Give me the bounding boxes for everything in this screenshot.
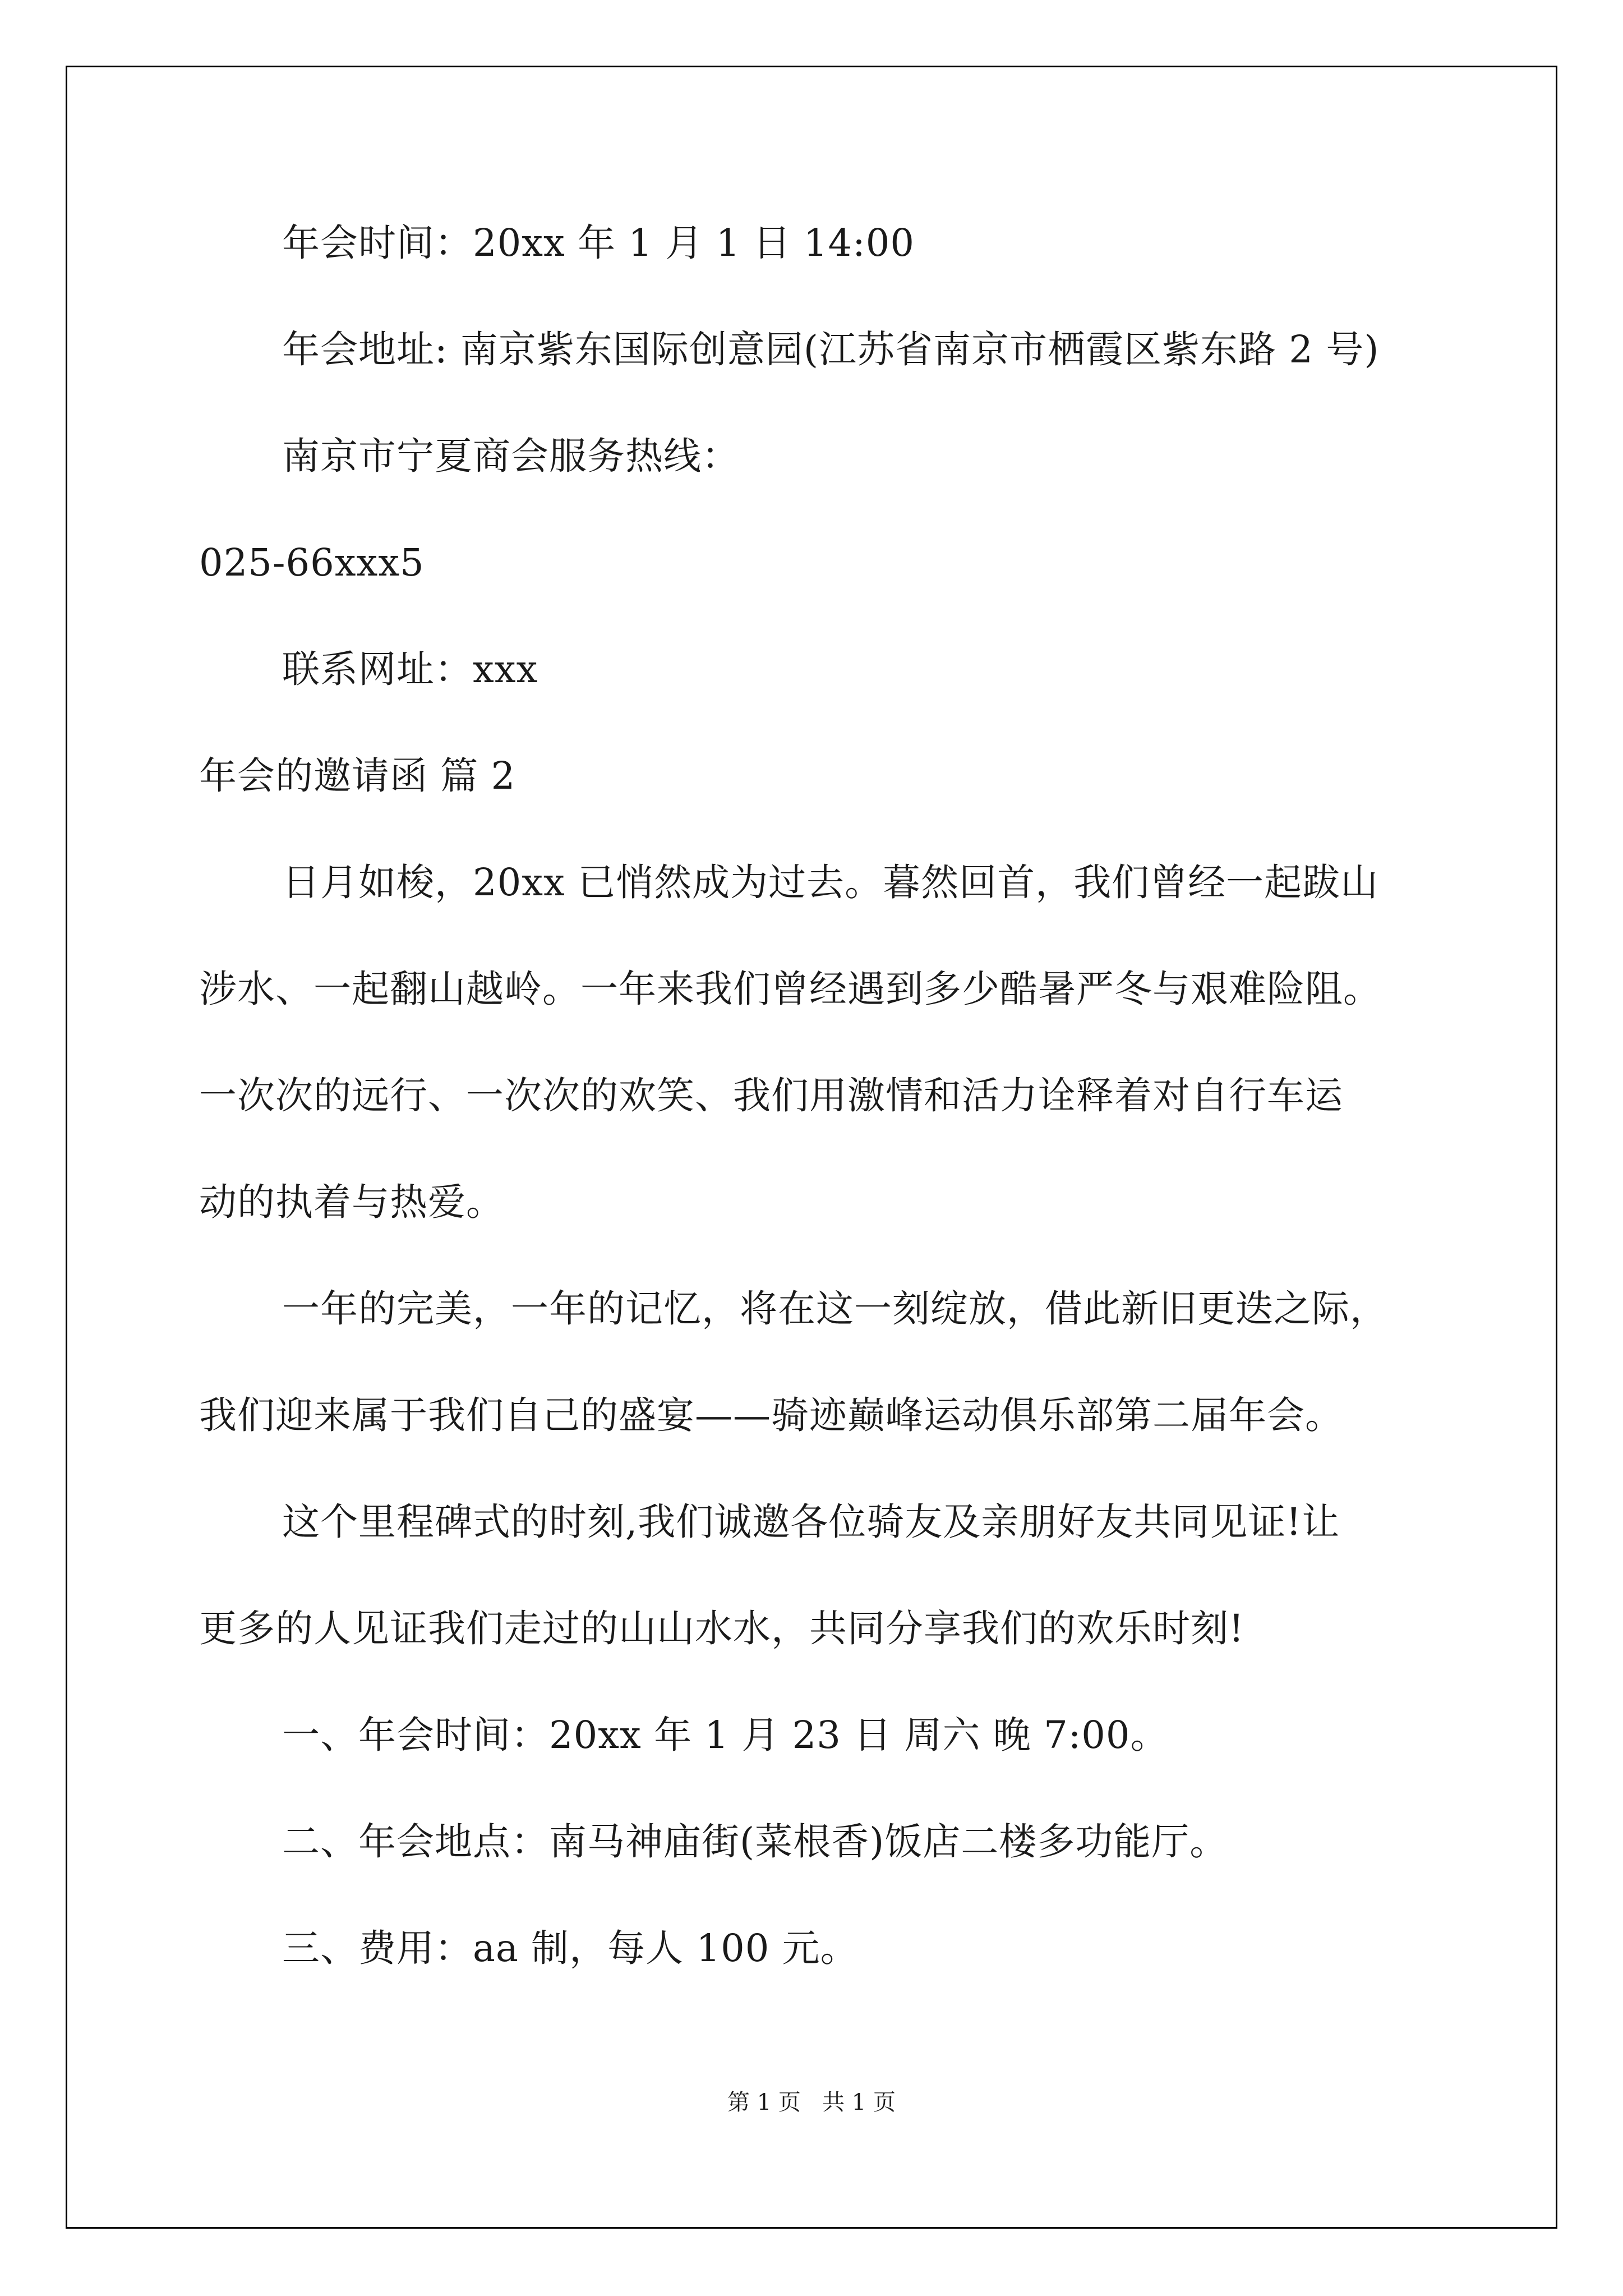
paragraph-line: 一次次的远行、一次次的欢笑、我们用激情和活力诠释着对自行车运	[199, 1074, 1343, 1117]
hotline-number-line: 025-66xxx5	[199, 541, 425, 585]
paragraph-line: 一年的完美，一年的记忆，将在这一刻绽放，借此新旧更迭之际，	[282, 1287, 1388, 1331]
paragraph-line: 日月如梭，20xx 已悄然成为过去。暮然回首，我们曾经一起跋山	[282, 861, 1379, 904]
agenda-item-time: 一、年会时间：20xx 年 1 月 23 日 周六 晚 7:00。	[282, 1713, 1169, 1757]
meeting-address-line: 年会地址: 南京紫东国际创意园(江苏省南京市栖霞区紫东路 2 号)	[282, 328, 1380, 371]
agenda-item-fee: 三、费用：aa 制，每人 100 元。	[282, 1926, 859, 1970]
hotline-label-line: 南京市宁夏商会服务热线：	[282, 434, 740, 478]
paragraph-line: 更多的人见证我们走过的山山水水，共同分享我们的欢乐时刻!	[199, 1607, 1244, 1650]
agenda-item-location: 二、年会地点：南马神庙街(菜根香)饭店二楼多功能厅。	[282, 1820, 1228, 1864]
page-footer: 第 1 页 共 1 页	[727, 2090, 896, 2115]
section-heading: 年会的邀请函 篇 2	[199, 754, 516, 798]
paragraph-line: 涉水、一起翻山越岭。一年来我们曾经遇到多少酷暑严冬与艰难险阻。	[199, 967, 1381, 1011]
website-line: 联系网址：xxx	[282, 647, 538, 691]
paragraph-line: 这个里程碑式的时刻,我们诚邀各位骑友及亲朋好友共同见证!让	[282, 1500, 1340, 1544]
paragraph-line: 动的执着与热爱。	[199, 1180, 504, 1224]
meeting-time-line: 年会时间：20xx 年 1 月 1 日 14:00	[282, 221, 915, 265]
page-border	[66, 66, 1557, 2229]
paragraph-line: 我们迎来属于我们自己的盛宴——骑迹巅峰运动俱乐部第二届年会。	[199, 1393, 1343, 1437]
